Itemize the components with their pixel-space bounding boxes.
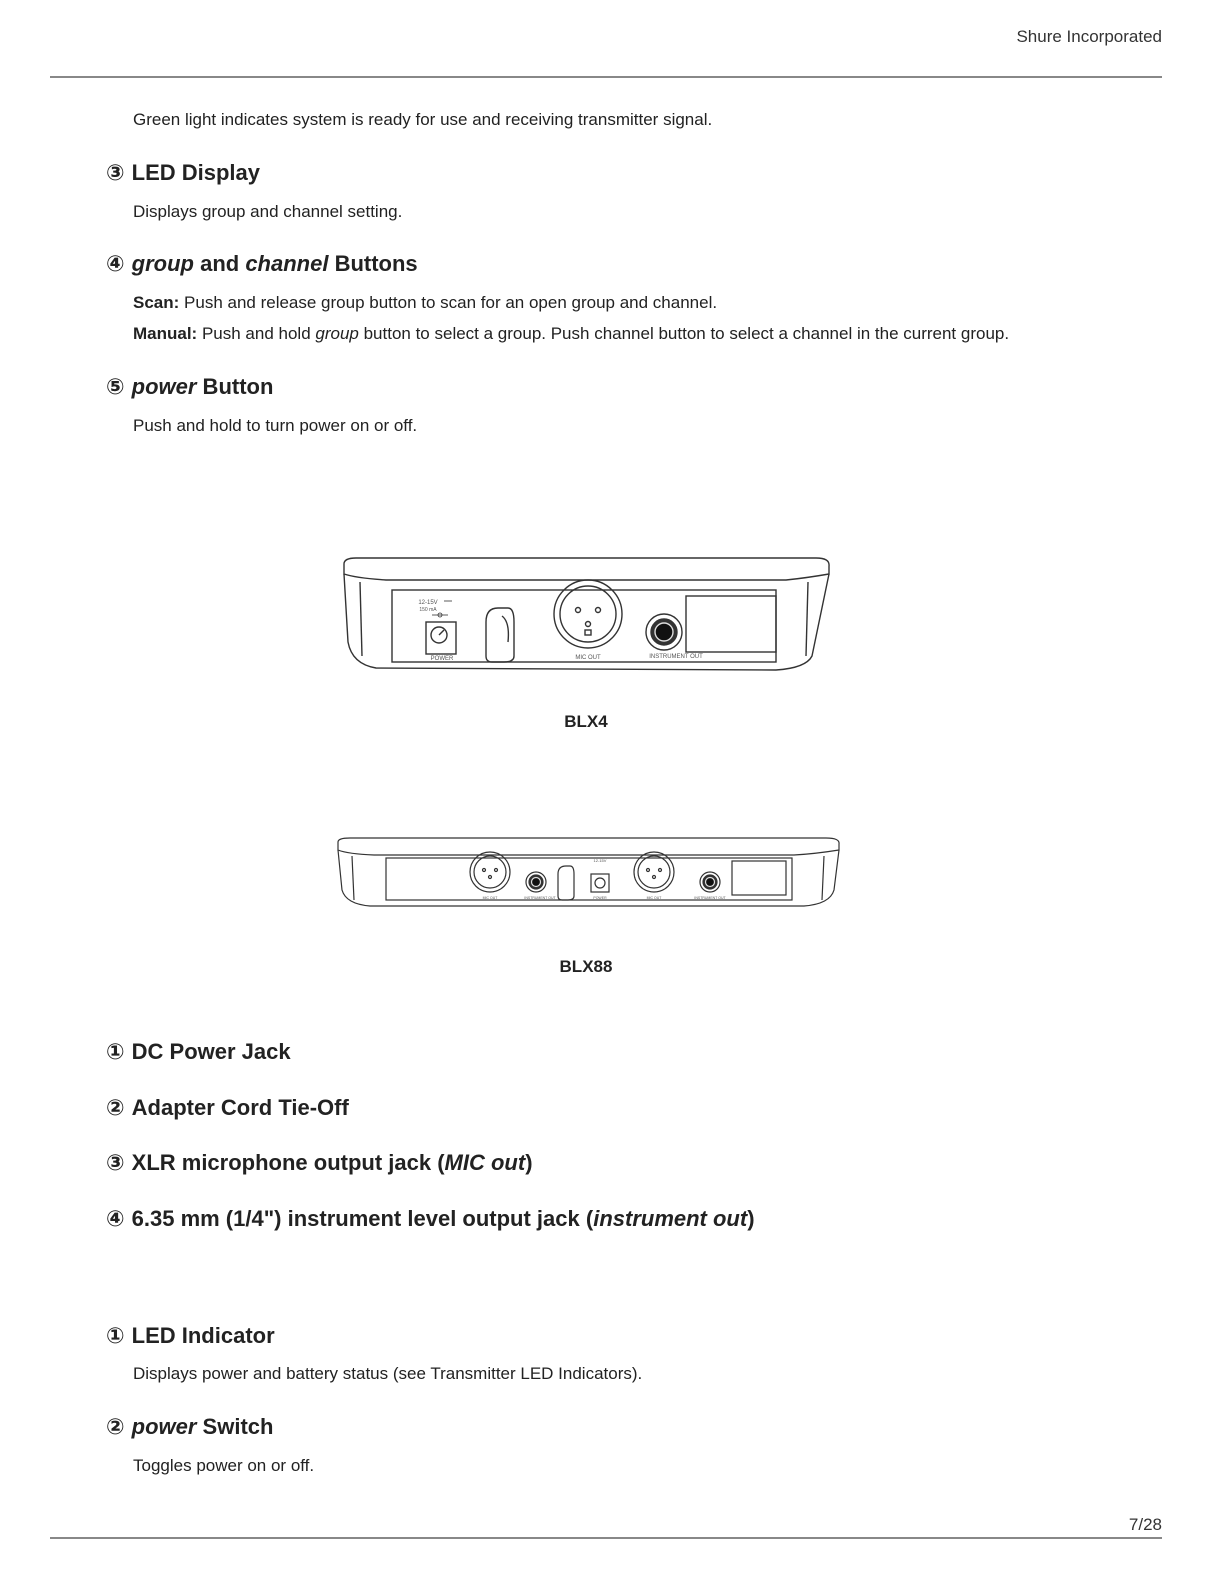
led-display-desc: Displays group and channel setting. bbox=[133, 202, 403, 221]
blx88-mic-out-label-1: MIC OUT bbox=[482, 896, 498, 900]
page-number: 7/28 bbox=[1128, 1515, 1162, 1534]
item-number: ⑤ bbox=[106, 374, 125, 399]
intro-text: Green light indicates system is ready for use and receiving transmitter signal. bbox=[133, 110, 713, 129]
blx4-caption: BLX4 bbox=[564, 712, 608, 731]
heading-text: DC Power Jack bbox=[131, 1039, 291, 1064]
heading-text-pre: XLR microphone output jack ( bbox=[131, 1150, 445, 1175]
scan-text: Push and release group button to scan for an open group and channel. bbox=[179, 293, 718, 312]
item-number: ② bbox=[106, 1095, 125, 1120]
blx88-mic-out-label-2: MIC OUT bbox=[646, 896, 662, 900]
manual-em-group: group bbox=[315, 324, 359, 343]
blx88-instrument-out-label-1: INSTRUMENT OUT bbox=[524, 896, 556, 900]
item-number: ④ bbox=[106, 1206, 125, 1231]
manual-text-1: Push and hold bbox=[197, 324, 316, 343]
blx4-cord-tie-off bbox=[486, 608, 514, 662]
heading-em-power: power bbox=[131, 1414, 197, 1439]
heading-text-and: and bbox=[193, 251, 246, 276]
item-number: ③ bbox=[106, 1150, 125, 1175]
heading-xlr-mic-output-jack bbox=[106, 1150, 533, 1176]
blx88-power-label: POWER bbox=[593, 896, 607, 900]
blx88-instrument-out-label-2: INSTRUMENT OUT bbox=[694, 896, 726, 900]
heading-power-button bbox=[106, 374, 273, 400]
blx88-rear-panel-illustration bbox=[334, 834, 844, 912]
heading-text: Button bbox=[196, 374, 274, 399]
heading-power-switch bbox=[106, 1414, 273, 1440]
power-switch-desc: Toggles power on or off. bbox=[133, 1456, 315, 1475]
scan-label: Scan: bbox=[133, 293, 180, 312]
heading-em-group: group bbox=[131, 251, 194, 276]
heading-em-instrument-out: instrument out bbox=[593, 1206, 748, 1231]
heading-text-pre: 6.35 mm (1/4") instrument level output jack ( bbox=[131, 1206, 594, 1231]
heading-text: LED Indicator bbox=[131, 1323, 275, 1348]
blx88-caption: BLX88 bbox=[559, 957, 613, 976]
heading-text: Adapter Cord Tie-Off bbox=[131, 1095, 349, 1120]
heading-em-mic-out: MIC out bbox=[444, 1150, 526, 1175]
heading-group-channel-buttons bbox=[106, 251, 418, 277]
blx4-mic-out-label: MIC OUT bbox=[575, 655, 601, 661]
heading-text-post: ) bbox=[525, 1150, 533, 1175]
heading-text: Switch bbox=[196, 1414, 274, 1439]
blx4-rear-panel-illustration bbox=[336, 552, 836, 677]
heading-led-display bbox=[106, 160, 260, 186]
heading-em-power: power bbox=[131, 374, 197, 399]
item-number: ① bbox=[106, 1039, 125, 1064]
heading-text-post: ) bbox=[747, 1206, 755, 1231]
manual-label: Manual: bbox=[133, 324, 198, 343]
manual-paragraph bbox=[133, 324, 1009, 344]
item-number: ② bbox=[106, 1414, 125, 1439]
manual-text-2: button to select a group. Push channel button to select a channel in the current group. bbox=[358, 324, 1010, 343]
header-company-name: Shure Incorporated bbox=[1016, 27, 1162, 46]
led-indicator-desc: Displays power and battery status (see Transmitter LED Indicators). bbox=[133, 1364, 643, 1383]
item-number: ① bbox=[106, 1323, 125, 1348]
heading-adapter-cord-tie-off bbox=[106, 1095, 349, 1121]
heading-dc-power-jack bbox=[106, 1039, 291, 1065]
heading-led-indicator bbox=[106, 1323, 275, 1349]
item-number: ④ bbox=[106, 251, 125, 276]
blx88-label-plate bbox=[732, 861, 786, 895]
blx88-cord-tie-off bbox=[558, 866, 574, 900]
blx88-voltage-label: 12-15V bbox=[593, 858, 607, 863]
heading-text-buttons: Buttons bbox=[328, 251, 418, 276]
heading-instrument-output-jack bbox=[106, 1206, 755, 1232]
blx4-instrument-out-label: INSTRUMENT OUT bbox=[649, 654, 703, 660]
heading-em-channel: channel bbox=[245, 251, 329, 276]
footer-rule bbox=[50, 1537, 1162, 1539]
blx4-power-label: POWER bbox=[430, 656, 454, 662]
blx4-voltage-label: 12-15V bbox=[418, 600, 438, 606]
power-button-desc: Push and hold to turn power on or off. bbox=[133, 416, 418, 435]
header-rule bbox=[50, 76, 1162, 78]
blx4-current-label: 150 mA bbox=[419, 607, 437, 613]
blx88-dc-power-jack bbox=[591, 874, 609, 892]
scan-paragraph bbox=[133, 293, 717, 313]
blx4-label-plate bbox=[686, 596, 776, 652]
item-number: ③ bbox=[106, 160, 125, 185]
heading-text: LED Display bbox=[131, 160, 261, 185]
